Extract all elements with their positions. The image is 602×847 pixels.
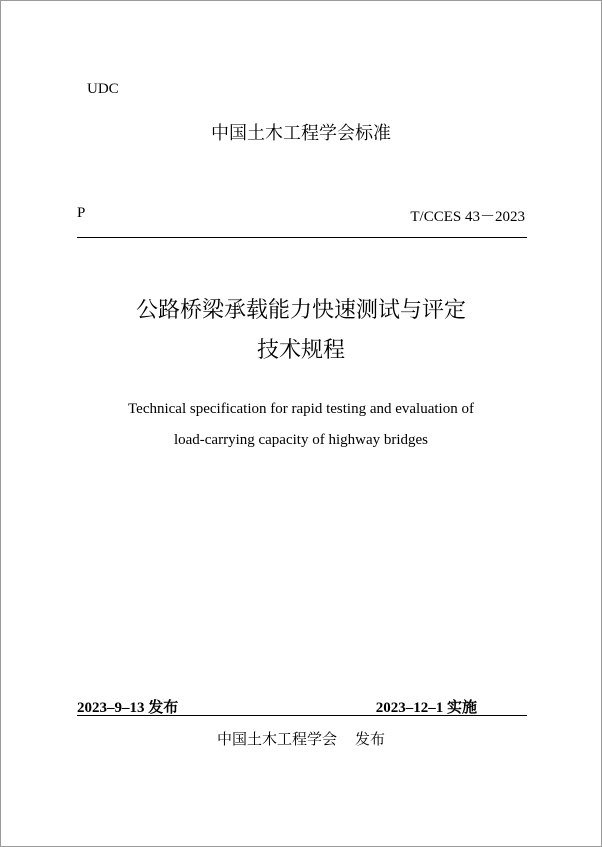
title-zh-line-2: 技术规程 — [256, 338, 345, 363]
issuer-line — [1, 728, 601, 749]
issuer-name: 中国土木工程学会 — [216, 730, 337, 748]
title-en-line-1: Technical specification for rapid testing and evaluation of — [128, 401, 474, 417]
issue-date: 2023–9–13 发布 — [77, 700, 179, 716]
implementation-date: 2023–12–1 实施 — [375, 700, 477, 716]
standard-number: T/CCES 43－2023 — [410, 209, 525, 225]
top-divider — [77, 237, 527, 238]
society-standard-label: 中国土木工程学会标准 — [211, 123, 391, 144]
title-en-line-2: load-carrying capacity of highway bridges — [173, 432, 429, 448]
udc-label: UDC — [87, 81, 119, 97]
classification-code: P — [77, 205, 86, 221]
title-zh-line-1: 公路桥梁承载能力快速测试与评定 — [135, 298, 466, 323]
issuer-action: 发布 — [355, 730, 386, 748]
bottom-divider — [77, 715, 527, 716]
